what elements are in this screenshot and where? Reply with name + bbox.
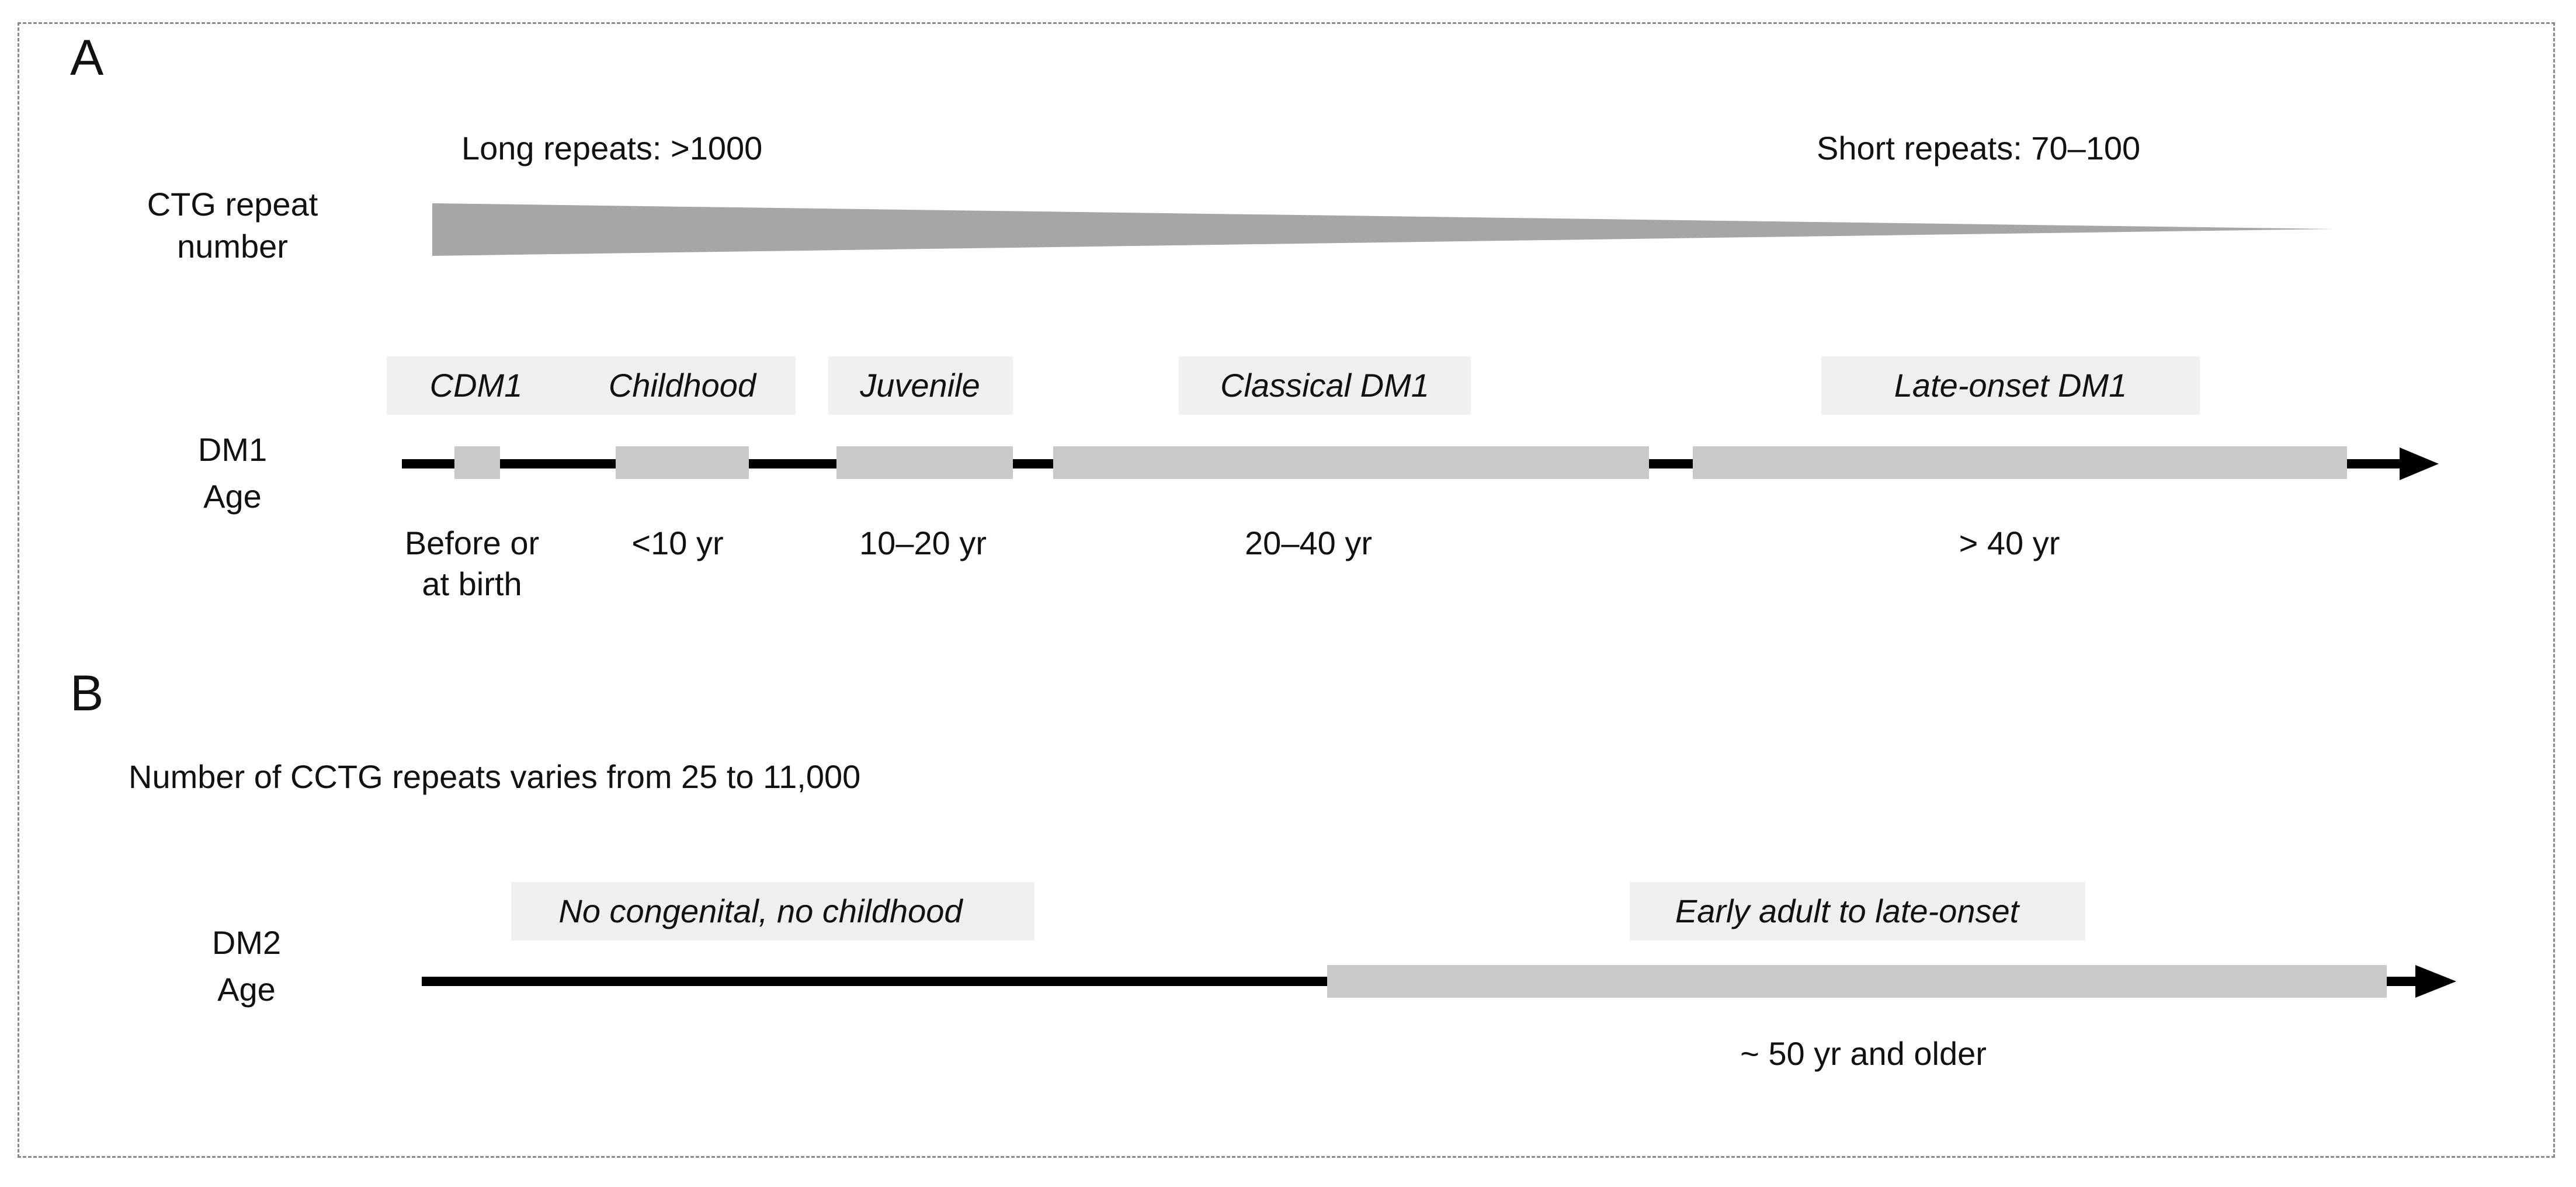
repeat-axis-label-line2: number xyxy=(177,228,288,265)
dm1-age-label: Age xyxy=(203,478,262,515)
age-classical-dm1: 20–40 yr xyxy=(1245,525,1372,561)
phenotype-juvenile: Juvenile xyxy=(860,367,980,404)
age-late-onset-dm1: > 40 yr xyxy=(1959,525,2060,561)
bar-cdm1 xyxy=(454,446,500,479)
ctg-repeat-wedge xyxy=(432,203,2334,256)
bar-classical-dm1 xyxy=(1053,446,1649,479)
dm2-label: DM2 xyxy=(211,924,282,961)
bar-juvenile xyxy=(836,446,1013,479)
dm2-adult-onset-label: Early adult to late-onset xyxy=(1675,893,2019,929)
age-cdm1-line1: Before or xyxy=(404,525,540,561)
repeat-axis-label-line1: CTG repeat xyxy=(147,186,318,223)
bar-dm2-adult-onset xyxy=(1327,965,2387,998)
phenotype-classical-dm1: Classical DM1 xyxy=(1220,367,1429,404)
dm2-age-note: ~ 50 yr and older xyxy=(1740,1035,1987,1072)
dm1-axis-arrowhead xyxy=(2400,447,2439,480)
panel-b-label: B xyxy=(70,665,104,721)
phenotype-childhood: Childhood xyxy=(608,367,756,404)
dm1-label: DM1 xyxy=(197,431,268,468)
phenotype-late-onset-dm1: Late-onset DM1 xyxy=(1894,367,2127,404)
bar-childhood xyxy=(616,446,749,479)
phenotype-cdm1: CDM1 xyxy=(429,367,523,404)
age-childhood: <10 yr xyxy=(631,525,724,561)
panel-a-label: A xyxy=(70,30,104,86)
age-juvenile: 10–20 yr xyxy=(859,525,987,561)
bar-late-onset-dm1 xyxy=(1693,446,2347,479)
long-repeats-label: Long repeats: >1000 xyxy=(461,130,763,166)
dm2-no-congenital-label: No congenital, no childhood xyxy=(558,893,963,929)
short-repeats-label: Short repeats: 70–100 xyxy=(1817,130,2141,166)
cctg-repeat-note: Number of CCTG repeats varies from 25 to 11,000 xyxy=(129,758,861,795)
dm2-age-label: Age xyxy=(217,971,276,1008)
age-cdm1-line2: at birth xyxy=(422,565,522,602)
